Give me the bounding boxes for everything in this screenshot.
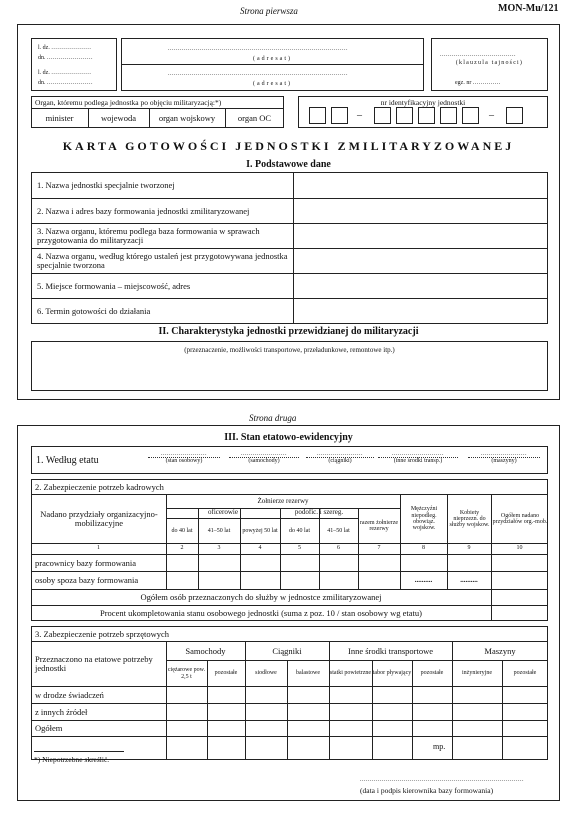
st-v-total — [491, 589, 492, 621]
sub-statki: statki powietrzne — [329, 670, 372, 677]
age-col-1: do 40 lat — [171, 527, 193, 534]
staffing-heading: 2. Zabezpieczenie potrzeb kadrowych — [35, 481, 164, 492]
organ-option-wojewoda[interactable]: wojewoda — [101, 113, 136, 124]
col-number-8: 8 — [422, 545, 425, 552]
ogolem-przydzialow-label: Ogółem nadano przydziałów org.-mob. — [492, 512, 548, 525]
id-digit-5[interactable] — [418, 107, 435, 124]
eq-row-ogolem: Ogółem — [35, 723, 63, 734]
form-title: KARTA GOTOWOŚCI JEDNOSTKI ZMILITARYZOWANEJ — [62, 139, 515, 153]
dn-line-1: dn. ....................... — [38, 55, 93, 61]
section-1-heading: I. Podstawowe dane — [246, 159, 331, 170]
id-digit-3[interactable] — [374, 107, 391, 124]
sub-pozostale-3: pozostałe — [513, 670, 537, 677]
equipment-heading: 3. Zabezpieczenie potrzeb sprzętowych — [35, 628, 170, 639]
addressee-dots-2: .......................................................................................... — [168, 71, 348, 77]
s1-row-2-value[interactable] — [294, 199, 547, 223]
etat-cars-caption: (samochody) — [229, 457, 299, 464]
age-col-5: 41–50 lat — [327, 527, 350, 534]
copy-number: egz. nr .............. — [455, 80, 501, 86]
addressee-label-1: (adresat) — [253, 56, 292, 62]
razem-label: razem żołnierze rezerwy — [359, 519, 399, 532]
footnote: *) Niepotrzebne skreślić. — [34, 755, 110, 764]
sub-inzynieryjne: inżynieryjne — [462, 670, 492, 677]
group-maszyny: Maszyny — [484, 645, 516, 656]
s1-row-3-label: 3. Nazwa organu, któremu podlega baza formowania w sprawach przygotowania do militaryzacji — [37, 226, 260, 245]
s1-row-5-label: 5. Miejsce formowania – miejscowość, adres — [37, 280, 191, 291]
nadano-label: Nadano przydziały organizacyjno-mobilizacyjne — [40, 509, 158, 528]
col-number-5: 5 — [298, 545, 301, 552]
section-3-heading: III. Stan etatowo-ewidencyjny — [224, 432, 353, 443]
oficerowie-label: oficerowie — [208, 508, 238, 517]
s1-row-6-value[interactable] — [294, 299, 547, 324]
s1-row-6-label: 6. Termin gotowości do działania — [37, 306, 151, 317]
id-digit-1[interactable] — [309, 107, 326, 124]
mezczyzni-label: Mężczyźni niepodleg. obowiąz. wojskow. — [410, 506, 438, 532]
age-col-2: 41–50 lat — [207, 527, 231, 534]
col-number-2: 2 — [180, 545, 184, 552]
addressee-dots-1: .......................................................................................... — [168, 46, 348, 52]
age-col-4: do 40 lat — [289, 527, 310, 534]
organ-option-minister[interactable]: minister — [45, 113, 74, 124]
col-number-10: 10 — [516, 545, 523, 552]
section-2-note: (przeznaczenie, możliwości transportowe, przeładunkowe, remontowe itp.) — [184, 346, 395, 354]
page-two-label: Strona druga — [249, 413, 297, 423]
organ-option-organ-oc[interactable]: organ OC — [237, 113, 272, 124]
col-number-1: 1 — [97, 545, 100, 552]
s1-row-1-label: 1. Nazwa jednostki specjalnie tworzonej — [37, 180, 175, 191]
id-digit-8[interactable] — [506, 107, 523, 124]
podofic-label: podofic. i szereg. — [294, 508, 344, 517]
etat-machines-caption: (maszyny) — [468, 457, 540, 464]
row-osoby-spoza: osoby spoza bazy formowania — [35, 575, 139, 586]
addressee-divider — [121, 64, 424, 65]
etat-staff-caption: (stan osobowy) — [148, 457, 220, 464]
col-number-9: 9 — [467, 545, 471, 552]
etat-field-cars[interactable]: ....................... (samochody) — [229, 451, 299, 464]
group-inne: Inne środki transportowe — [348, 645, 433, 656]
etat-field-tractors[interactable]: ....................... (ciągniki) — [306, 451, 374, 464]
id-number-heading: nr identyfikacyjny jednostki — [380, 98, 466, 107]
group-samochody: Samochody — [185, 645, 226, 656]
organ-heading: Organ, któremu podlega jednostka po objęciu militaryzacją:*) — [35, 98, 222, 107]
przeznaczono-label: Przeznaczono na etatowe potrzeby jednostki — [35, 654, 153, 673]
form-code: MON-Mu/121 — [498, 3, 559, 14]
row-pracownicy: pracownicy bazy formowania — [35, 557, 137, 568]
signature-caption: (data i podpis kierownika bazy formowania) — [360, 786, 494, 795]
classification-label: (klauzula tajności) — [455, 60, 524, 66]
page-one-label: Strona pierwsza — [240, 6, 298, 16]
row2-col8-dots: .......... — [414, 575, 433, 584]
stamp-mark: mp. — [433, 742, 446, 751]
sub-pozostale-2: pozostałe — [420, 670, 444, 677]
etat-label: 1. Według etatu — [36, 454, 99, 466]
s1-row-3-value[interactable] — [294, 224, 547, 248]
kobiety-label: Kobiety nieprzezn. do służby wojskow. — [449, 509, 490, 529]
signature-dots[interactable]: .................................................................................. — [360, 777, 524, 783]
col-number-3: 3 — [217, 545, 221, 552]
ldz-line-1: l. dz. .................... — [38, 45, 92, 51]
sub-siodlowe: siodłowe — [255, 670, 277, 677]
col-number-7: 7 — [377, 545, 381, 552]
s1-row-4-label: 4. Nazwa organu, według którego ustaleń jest przygotowywana jednostka specjalnie tworzona — [37, 251, 288, 270]
ldz-line-2: l. dz. .................... — [38, 70, 92, 76]
etat-field-staff[interactable]: ....................... (stan osobowy) — [148, 451, 220, 464]
row2-col9-dots: .......... — [460, 575, 478, 584]
group-ciagniki: Ciągniki — [272, 645, 302, 656]
etat-field-machines[interactable]: ....................... (maszyny) — [468, 451, 540, 464]
sub-tabor: tabor pływający — [372, 670, 412, 677]
etat-field-other-transport[interactable]: .......................... (inne środki transp.) — [378, 451, 458, 464]
id-digit-4[interactable] — [396, 107, 413, 124]
id-digit-7[interactable] — [462, 107, 479, 124]
eq-row-swiadczen: w drodze świadczeń — [35, 689, 104, 700]
sub-ciezarowe: ciężarowe pow. 2,5 t — [167, 667, 206, 680]
section-2-heading: II. Charakterystyka jednostki przewidzianej do militaryzacji — [158, 326, 419, 337]
etat-tractors-caption: (ciągniki) — [306, 457, 374, 464]
s1-row-1-value[interactable] — [294, 173, 547, 198]
etat-other-caption: (inne środki transp.) — [378, 457, 458, 464]
col-number-4: 4 — [258, 545, 262, 552]
id-digit-6[interactable] — [440, 107, 457, 124]
organ-option-organ-wojskowy[interactable]: organ wojskowy — [158, 113, 216, 124]
id-digit-2[interactable] — [331, 107, 348, 124]
eq-row-inne-zrodla: z innych źródeł — [35, 706, 88, 717]
ogolem-osob-row: Ogółem osób przeznaczonych do służby w jednostce zmilitaryzowanej — [140, 591, 382, 602]
procent-row: Procent ukompletowania stanu osobowego jednostki (suma z poz. 10 / stan osobowy wg etatu) — [100, 607, 422, 618]
addressee-label-2: (adresat) — [253, 81, 292, 87]
s1-row-5-value[interactable] — [294, 274, 547, 298]
s1-row-4-value[interactable] — [294, 249, 547, 273]
classification-dots: ...................................... — [440, 52, 516, 58]
footnote-rule — [34, 751, 124, 752]
zolnierze-label: Żołnierze rezerwy — [257, 496, 309, 505]
age-col-3: powyżej 50 lat — [242, 527, 278, 534]
id-dash-1: – — [357, 110, 362, 121]
s1-row-2-label: 2. Nazwa i adres bazy formowania jednostki zmilitaryzowanej — [37, 205, 250, 216]
id-dash-2: – — [489, 110, 494, 121]
eq-h-row4 — [31, 736, 548, 737]
sub-pozostale-1: pozostałe — [214, 670, 238, 677]
col-number-6: 6 — [337, 545, 340, 552]
dn-line-2: dn. ....................... — [38, 80, 93, 86]
sub-balastowe: balastowe — [296, 670, 320, 677]
